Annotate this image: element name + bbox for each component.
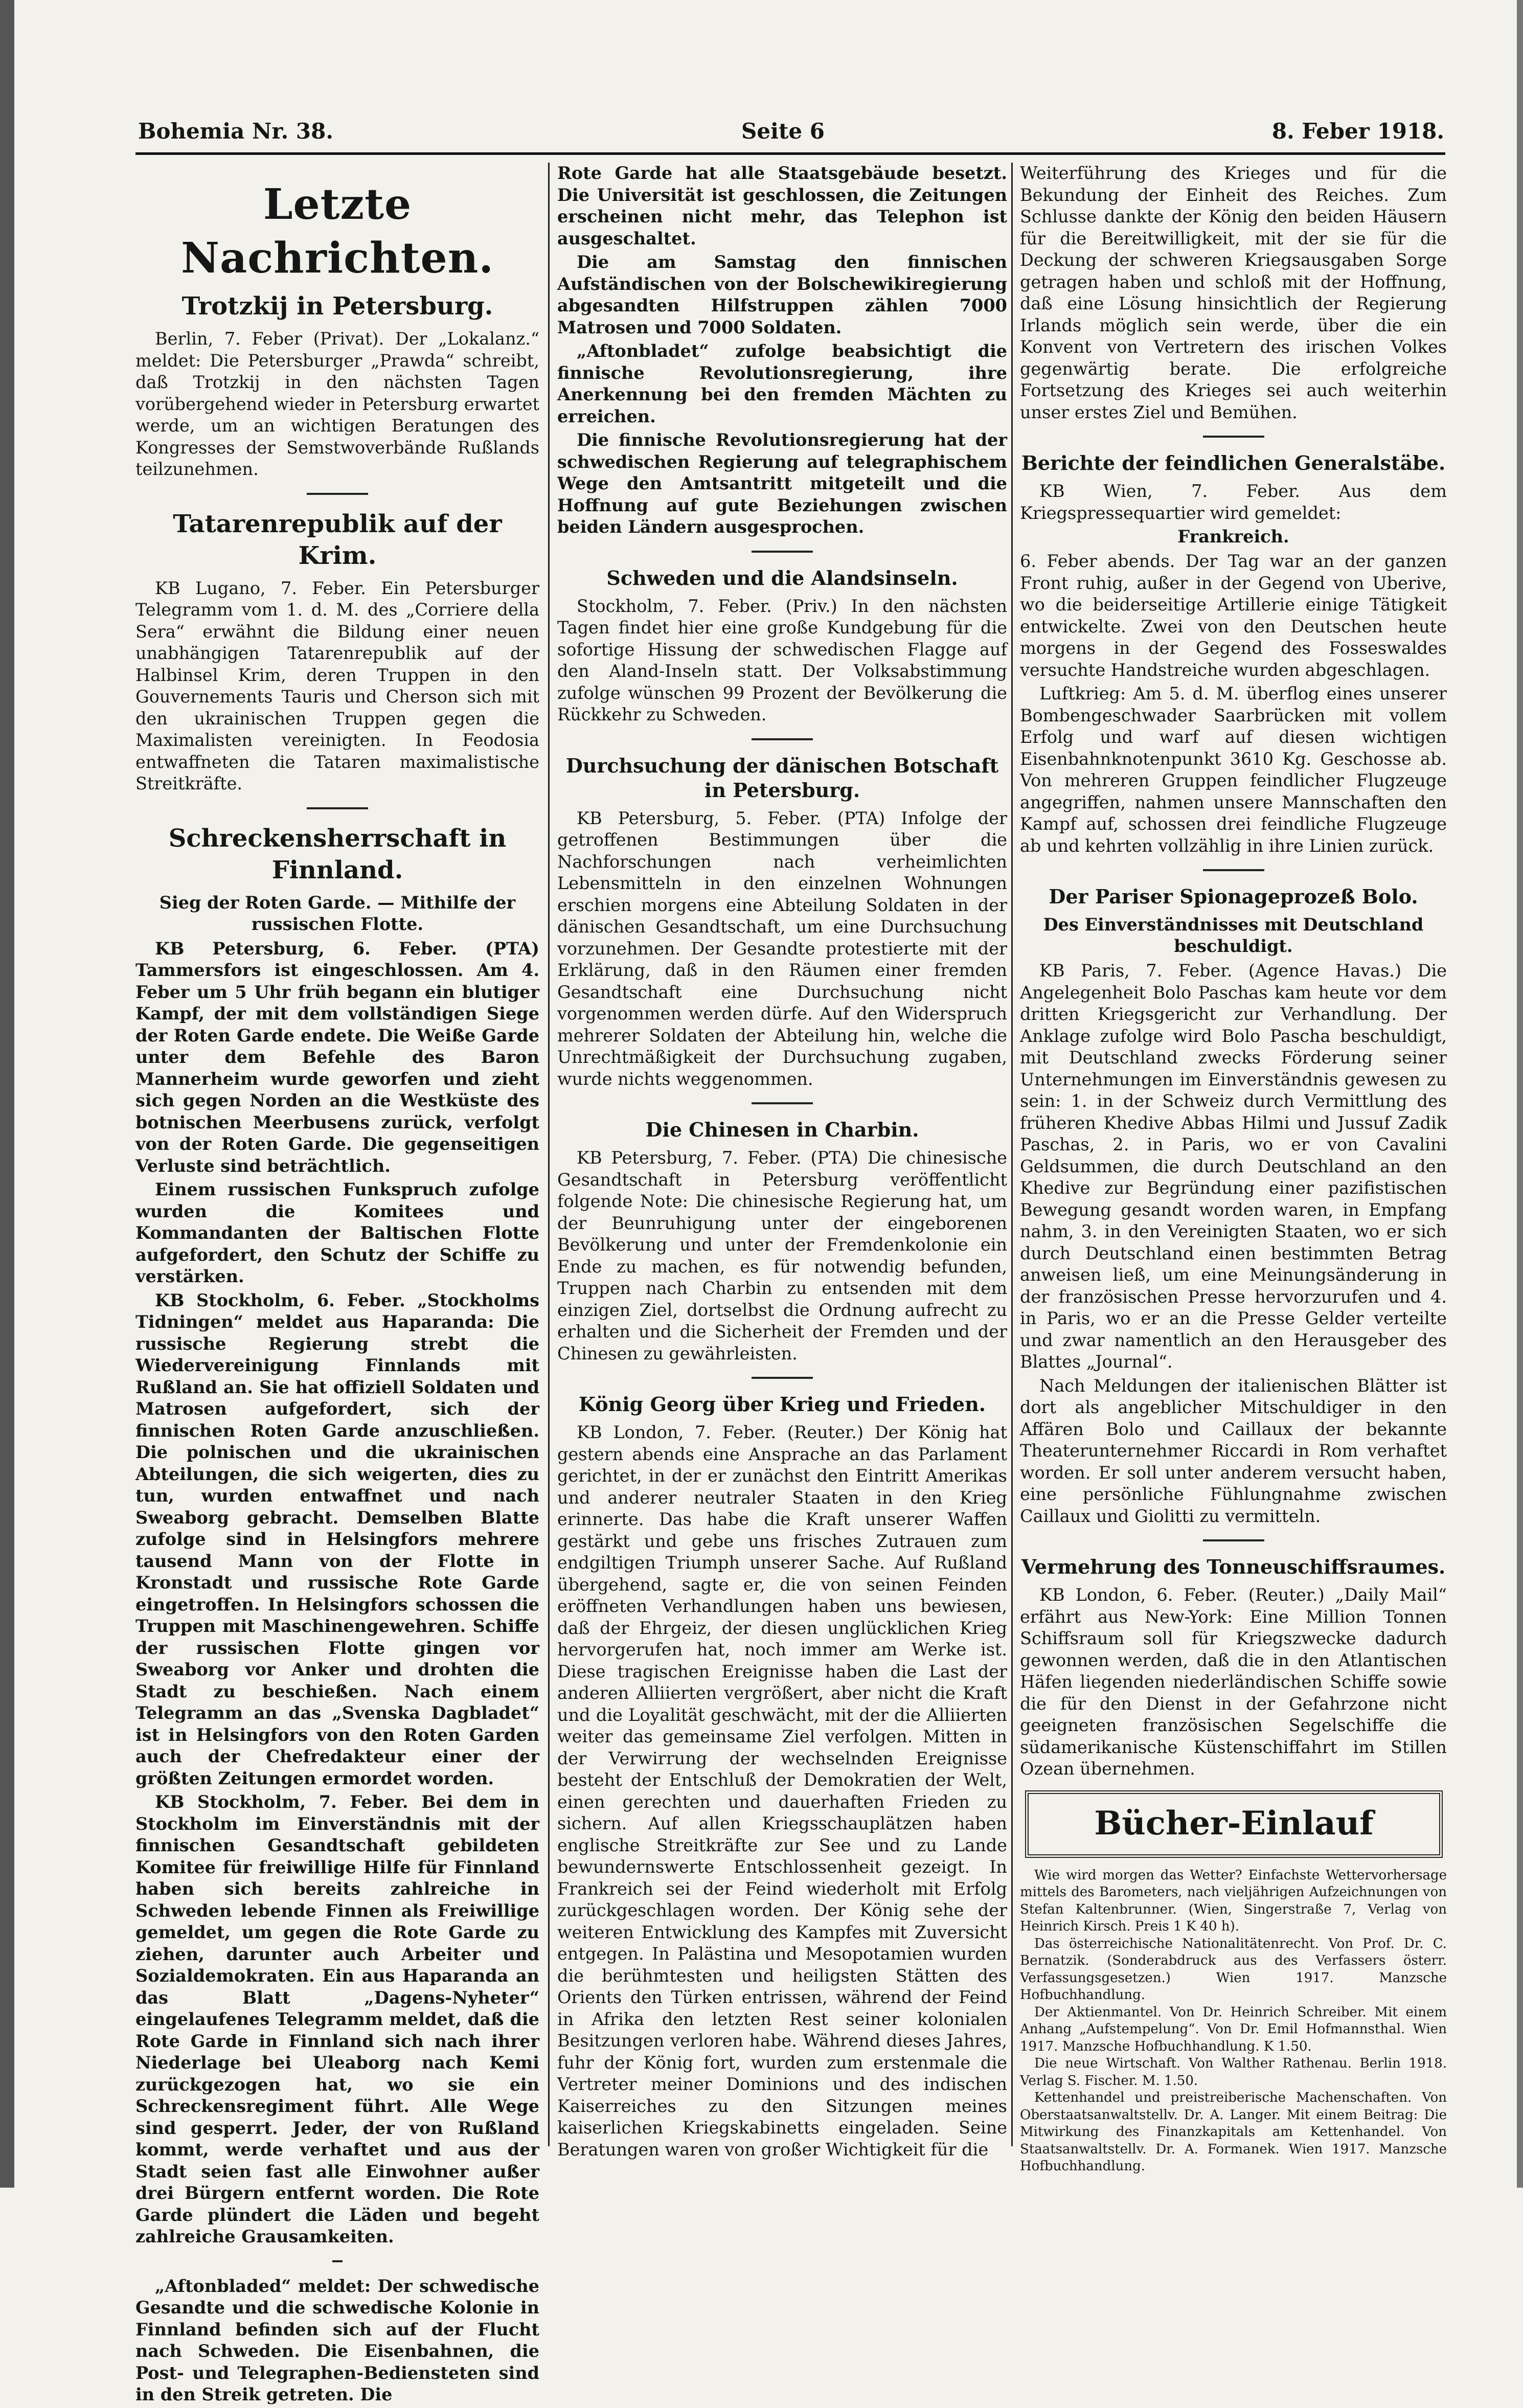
book-entry: Wie wird morgen das Wetter? Einfachste Wettervorhersage mittels des Barometers, nach vieljährigen Aufzeichnungen von Stefan Kaltenbrunner. (Wien, Singerstraße 7, Verlag von Heinrich Kirsch. Preis 1 K 40 h).	[1020, 1867, 1447, 1934]
column-3	[1020, 163, 1447, 2175]
article-title: Die Chinesen in Charbin.	[645, 1118, 919, 1141]
article-title: Der Pariser Spionageprozeß Bolo.	[1049, 885, 1418, 908]
book-entry: Der Aktienmantel. Von Dr. Heinrich Schreiber. Mit einem Anhang „Aufstempelung“. Von Dr. Emil Hofmannsthal. Wien 1917. Manzsche Hofbuchhandlung. K 1.50.	[1020, 2004, 1447, 2054]
separator	[752, 551, 813, 553]
article-text: Luftkrieg: Am 5. d. M. überflog eines unserer Bombengeschwader Saarbrücken mit vollem Erfolg und warf auf diesen wichtigen Eisenbahnknotenpunkt 3610 Kg. Geschosse ab. Von mehreren Gruppen feindlicher Flugzeuge angegriffen, nahmen unsere Mannschaften den Kampf auf, schossen drei feindliche Flugzeuge ab und kehrten vollzählig in ihre Linien zurück.	[1020, 684, 1447, 856]
binding-edge	[0, 0, 14, 2188]
separator	[752, 738, 813, 740]
article-subtitle: Sieg der Roten Garde. — Mithilfe der russischen Flotte.	[159, 892, 516, 934]
separator	[752, 1377, 813, 1379]
article-text: KB Petersburg, 5. Feber. (PTA) Infolge der getroffenen Bestimmungen über die Nachforschungen nach verheimlichten Lebensmitteln in den einzelnen Wohnungen erschien morgens eine Abteilung Soldaten in der dänischen Gesandtschaft, um eine Durchsuchung vorzunehmen. Der Gesandte protestierte mit der Erklärung, daß in den Räumen einer fremden Gesandtschaft eine Durchsuchung nicht vorgenommen werden dürfe. Auf den Widerspruch mehrerer Soldaten der Abteilung hin, welche die Unrechtmäßigkeit der Durchsuchung zugaben, wurde nichts weggenommen.	[557, 808, 1007, 1089]
article-text: 6. Feber abends. Der Tag war an der ganzen Front ruhig, außer in der Gegend von Uberive, wo die beiderseitige Artillerie einige Tätigkeit entwickelte. Zwei von den Deutschen heute morgens in der Gegend des Fosseswaldes versuchte Handstreiche wurden abgeschlagen.	[1020, 551, 1447, 680]
article-title: Tatarenrepublik auf der Krim.	[173, 509, 502, 570]
header-page-number: Seite 6	[741, 119, 825, 144]
article-text: KB London, 6. Feber. (Reuter.) „Daily Mail“ erfährt aus New-York: Eine Million Tonnen Schiffsraum soll für Kriegszwecke dadurch gewonnen werden, daß die in den Atlantischen Häfen liegenden niederländischen Schiffe sowie die für den Dienst in der Gefahrzone nicht geeigneten französischen Segelschiffe die südamerikanische Küstenschiffahrt im Stillen Ozean übernehmen.	[1020, 1585, 1447, 1779]
separator	[1203, 869, 1264, 871]
article-title: König Georg über Krieg und Frieden.	[579, 1393, 986, 1416]
article-subtitle: Frankreich.	[1177, 527, 1289, 547]
column-divider	[1011, 163, 1013, 2146]
books-title: Bücher-Einlauf	[1094, 1804, 1374, 1843]
article-text: KB Lugano, 7. Feber. Ein Petersburger Telegramm vom 1. d. M. des „Corriere della Sera“ erwähnt die Bildung einer neuen unabhängigen Tatarenrepublik auf der Halbinsel Krim, deren Truppen in den Gouvernements Tauris und Cherson sich mit den ukrainischen Truppen gegen die Maximalisten vereinigten. In Feodosia entwaffneten die Tataren maximalistische Streitkräfte.	[135, 578, 539, 793]
article-text: Rote Garde hat alle Staatsgebäude besetzt. Die Universität ist geschlossen, die Zeitungen erscheinen nicht mehr, das Telephon ist ausgeschaltet.	[557, 163, 1007, 248]
right-edge	[1517, 0, 1523, 2188]
article-title: Schweden und die Alandsinseln.	[606, 566, 958, 589]
article-text: Einem russischen Funkspruch zufolge wurden die Komitees und Kommandanten der Baltischen Flotte aufgefordert, den Schutz der Schiffe zu verstärken.	[135, 1179, 539, 1286]
article-text: KB Petersburg, 6. Feber. (PTA) Tammersfors ist eingeschlossen. Am 4. Feber um 5 Uhr früh begann ein blutiger Kampf, der mit dem vollständigen Siege der Roten Garde endete. Die Weiße Garde unter dem Befehle des Baron Mannerheim wurde geworfen und zieht sich gegen Norden an die Westküste des botnischen Meerbusens zurück, verfolgt von der Roten Garde. Die gegenseitigen Verluste sind beträchtlich.	[135, 938, 539, 1176]
article-text: Die am Samstag den finnischen Aufständischen von der Bolschewikiregierung abgesandten Hilfstruppen zählen 7000 Matrosen und 7000 Soldaten.	[557, 252, 1007, 337]
separator	[307, 493, 368, 495]
books-box	[1025, 1790, 1443, 1858]
article-title: Schreckensherrschaft in Finnland.	[168, 824, 507, 884]
books-list	[1020, 1867, 1447, 2175]
article-title: Trotzkij in Petersburg.	[181, 292, 493, 321]
article-text: „Aftonbladed“ meldet: Der schwedische Gesandte und die schwedische Kolonie in Finnland befinden sich auf der Flucht nach Schweden. Die Eisenbahnen, die Post- und Telegraphen-Bediensteten sind in den Streik getreten. Die	[135, 2276, 539, 2404]
page-header	[138, 119, 1444, 149]
separator	[307, 807, 368, 809]
article-text: KB Petersburg, 7. Feber. (PTA) Die chinesische Gesandtschaft in Petersburg veröffentlicht folgende Note: Die chinesische Regierung hat, um der Beunruhigung unter der eingeborenen Bevölkerung und unter der Fremdenkolonie ein Ende zu machen, es für notwendig befunden, Truppen nach Charbin zu entsenden mit dem einzigen Ziel, dortselbst die Ordnung aufrecht zu erhalten und die Sicherheit der Fremden und der Chinesen zu gewährleisten.	[557, 1148, 1007, 1364]
article-text: Stockholm, 7. Feber. (Priv.) In den nächsten Tagen findet hier eine große Kundgebung für die sofortige Hissung der schwedischen Flagge auf den Aland-Inseln statt. Der Volksabstimmung zufolge wünschen 99 Prozent der Bevölkerung die Rückkehr zu Schweden.	[557, 596, 1007, 724]
article-text: KB Stockholm, 7. Feber. Bei dem in Stockholm im Einverständnis mit der finnischen Gesandtschaft gebildeten Komitee für freiwillige Hilfe für Finnland haben sich bereits zahlreiche in Schweden lebende Finnen als Freiwillige gemeldet, um gegen die Rote Garde zu ziehen, darunter auch Arbeiter und Sozialdemokraten. Ein aus Haparanda an das Blatt „Dagens-Nyheter“ eingelaufenes Telegramm meldet, daß die Rote Garde in Finnland sich nach ihrer Niederlage bei Uleaborg nach Kemi zurückgezogen hat, wo sie ein Schreckensregiment führt. Alle Wege sind gesperrt. Jeder, der von Rußland kommt, werde verhaftet und aus der Stadt seien fast alle Einwohner außer drei Bürgern entfernt worden. Die Rote Garde plündert die Läden und begeht zahlreiche Grausamkeiten.	[135, 1792, 539, 2246]
article-text: Berlin, 7. Feber (Privat). Der „Lokalanz.“ meldet: Die Petersburger „Prawda“ schreibt, daß Trotzkij in den nächsten Tagen vorübergehend wieder in Petersburg erwartet werde, um an wichtigen Beratungen des Kongresses der Semstwoverbände Rußlands teilzunehmen.	[135, 329, 539, 479]
article-text: KB London, 7. Feber. (Reuter.) Der König hat gestern abends eine Ansprache an das Parlament gerichtet, in der er zunächst den Eintritt Amerikas und anderer neutraler Staaten in den Krieg erinnerte. Das habe die Kraft unserer Waffen gestärkt und gebe uns frisches Zutrauen zum endgiltigen Triumph unserer Sache. Auf Rußland übergehend, sagte er, die von seinen Feinden eröffneten Verhandlungen haben uns bewiesen, daß der Ehrgeiz, der diesen unglücklichen Krieg hervorgerufen hat, noch immer am Werke ist. Diese tragischen Ereignisse haben die Last der anderen Alliierten vergrößert, aber nicht die Kraft und die Loyalität geschwächt, mit der die Alliierten weiter das gemeinsame Ziel verfolgen. Mitten in der Verwirrung der wechselnden Ereignisse besteht der Entschluß der Demokratien der Welt, einen gerechten und dauerhaften Frieden zu sichern. Auf allen Kriegsschauplätzen haben englische Streitkräfte zur See und zu Lande bewundernswerte Entschlossenheit gezeigt. In Frankreich sei der Feind wiederholt mit Erfolg zurückgeschlagen worden. Der König sehe der weiteren Entwicklung des Kampfes mit Zuversicht entgegen. In Palästina und Mesopotamien wurden die berühmtesten und heiligsten Stätten des Orients den Türken entrissen, während der Feind in Afrika den letzten Rest seiner kolonialen Besitzungen verloren habe. Während dieses Jahres, fuhr der König fort, wurden zum erstenmale die Vertreter meiner Dominions und des indischen Kaiserreiches zu den Sitzungen meines kaiserlichen Kriegskabinetts eingeladen. Seine Beratungen waren von großer Wichtigkeit für die	[557, 1422, 1007, 2160]
header-date: 8. Feber 1918.	[1271, 119, 1444, 144]
book-entry: Das österreichische Nationalitätenrecht. Von Prof. Dr. C. Bernatzik. (Sonderabdruck aus des Verfassers österr. Verfassungsgesetzen.) Wien 1917. Manzsche Hofbuchhandlung.	[1020, 1936, 1447, 2003]
article-text: KB Wien, 7. Feber. Aus dem Kriegspressequartier wird gemeldet:	[1020, 481, 1447, 523]
separator	[752, 1102, 813, 1104]
article-text: KB Stockholm, 6. Feber. „Stockholms Tidningen“ meldet aus Haparanda: Die russische Regierung strebt die Wiedervereinigung Finnlands mit Rußland an. Sie hat offiziell Soldaten und Matrosen aufgefordert, sich der finnischen Roten Garde anzuschließen. Die polnischen und die ukrainischen Abteilungen, die sich weigerten, dies zu tun, wurden entwaffnet und nach Sweaborg gebracht. Demselben Blatte zufolge sind in Helsingfors mehrere tausend Mann von der Flotte in Kronstadt und russische Rote Garde eingetroffen. In Helsingfors schossen die Truppen mit Maschinengewehren. Schiffe der russischen Flotte gingen vor Sweaborg vor Anker und drohten die Stadt zu beschießen. Nach einem Telegramm an das „Svenska Dagbladet“ ist in Helsingfors von den Roten Garden auch der Chefredakteur einer der größten Zeitungen ermordet worden.	[135, 1290, 539, 1788]
book-entry: Kettenhandel und preistreiberische Machenschaften. Von Oberstaatsanwaltstellv. Dr. A. Langer. Mit einem Beitrag: Die Mitwirkung des Finanzkapitals am Kettenhandel. Von Staatsanwaltstellv. Dr. A. Formanek. Wien 1917. Manzsche Hofbuchhandlung.	[1020, 2090, 1447, 2174]
article-text: Die finnische Revolutionsregierung hat der schwedischen Regierung auf telegraphischem Wege den Amtsantritt mitgeteilt und die Hoffnung auf gute Beziehungen zwischen beiden Ländern ausgesprochen.	[557, 430, 1007, 537]
article-title: Berichte der feindlichen Generalstäbe.	[1021, 451, 1446, 474]
column-1	[135, 163, 539, 2408]
article-title: Durchsuchung der dänischen Botschaft in Petersburg.	[565, 754, 999, 802]
article-text: „Aftonbladet“ zufolge beabsichtigt die finnische Revolutionsregierung, ihre Anerkennung bei den fremden Mächten zu erreichen.	[557, 341, 1007, 426]
separator	[1203, 1539, 1264, 1541]
header-publication: Bohemia Nr. 38.	[138, 119, 333, 144]
article-subtitle: Des Einverständnisses mit Deutschland beschuldigt.	[1043, 915, 1424, 956]
header-rule	[135, 152, 1445, 155]
article-text: Nach Meldungen der italienischen Blätter ist dort als angeblicher Mitschuldiger in den Affären Bolo und Caillaux der bekannte Theaterunternehmer Riccardi in Rom verhaftet worden. Er soll unter anderem versucht haben, eine persönliche Fühlungnahme zwischen Caillaux und Giolitti zu vermitteln.	[1020, 1375, 1447, 1526]
book-entry: Die neue Wirtschaft. Von Walther Rathenau. Berlin 1918. Verlag S. Fischer. M. 1.50.	[1020, 2056, 1447, 2088]
column-2	[557, 163, 1007, 2163]
separator	[332, 2260, 343, 2262]
article-text: KB Paris, 7. Feber. (Agence Havas.) Die Angelegenheit Bolo Paschas kam heute vor dem dritten Kriegsgericht zur Verhandlung. Der Anklage zufolge wird Bolo Pascha beschuldigt, mit Deutschland zwecks Förderung seiner Unternehmungen im Einverständnis gewesen zu sein: 1. in der Schweiz durch Vermittlung des früheren Khedive Abbas Hilmi und Jussuf Zadik Paschas, 2. in Paris, wo er von Cavalini Geldsummen, die durch Deutschland an den Khedive zur Begründung einer pazifistischen Bewegung gesandt worden waren, in Empfang nahm, 3. in den Vereinigten Staaten, wo er sich durch Deutschland einen bestimmten Betrag anweisen ließ, um eine Meinungsänderung in der französischen Presse hervorzurufen und 4. in Paris, wo er an die Presse Gelder verteilte und zwar namentlich an den Herausgeber des Blattes „Journal“.	[1020, 961, 1447, 1372]
separator	[1203, 436, 1264, 438]
column-divider	[548, 163, 550, 2146]
main-title: Letzte Nachrichten.	[181, 180, 494, 283]
article-text: Weiterführung des Krieges und für die Bekundung der Einheit des Reiches. Zum Schlusse dankte der König den beiden Häusern für die Bereitwilligkeit, mit der sie für die Deckung der schweren Kriegsausgaben Sorge getragen haben und schloß mit der Hoffnung, daß eine Lösung hinsichtlich der Regierung Irlands möglich sein werde, über die ein Konvent von Vertretern des irischen Volkes gegenwärtig berate. Die erfolgreiche Fortsetzung des Krieges sei auch weiterhin unser erstes Ziel und Bemühen.	[1020, 163, 1447, 422]
article-title: Vermehrung des Tonneuschiffsraumes.	[1021, 1555, 1446, 1578]
